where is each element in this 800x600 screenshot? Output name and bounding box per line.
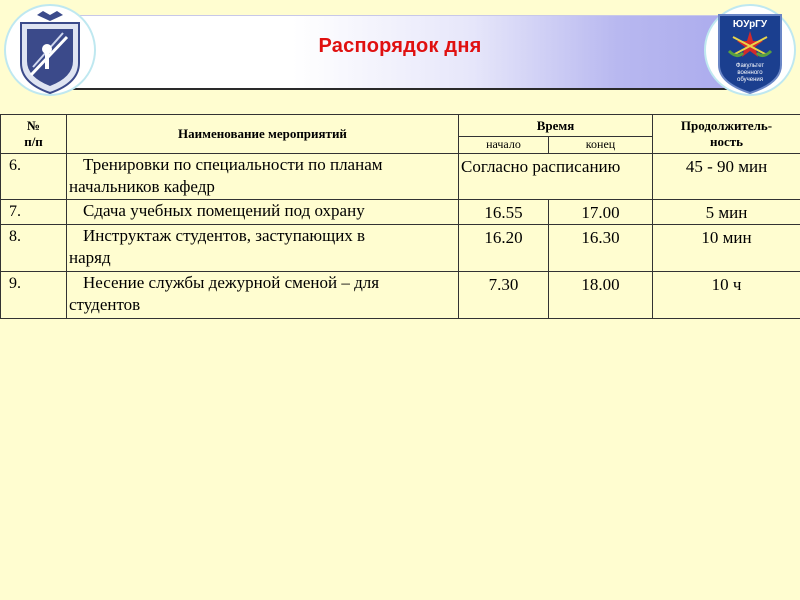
row-event-line1: Сдача учебных помещений под охрану — [83, 201, 365, 220]
header-duration-line1: Продолжитель- — [680, 118, 773, 133]
header-duration — [653, 115, 800, 154]
header-number-line1: № — [26, 118, 41, 133]
header-number-line2: п/п — [24, 134, 43, 149]
row-start: 16.55 — [459, 200, 549, 225]
row-end: 16.30 — [549, 225, 653, 272]
header-time: Время — [459, 115, 653, 137]
row-event-name — [67, 154, 459, 200]
row-number: 9. — [1, 272, 67, 319]
row-event-name — [67, 272, 459, 319]
row-event-line2: студентов — [69, 295, 141, 314]
header-event-name: Наименование мероприятий — [67, 115, 459, 154]
svg-text:обучения: обучения — [736, 77, 764, 83]
university-emblem-icon — [3, 3, 97, 97]
header-duration-line2: ность — [709, 134, 744, 149]
header-number — [1, 115, 67, 154]
slide-title: Распорядок дня — [318, 35, 482, 57]
row-end: 17.00 — [549, 200, 653, 225]
row-duration: 10 мин — [653, 225, 800, 272]
svg-text:Факультет: Факультет — [735, 63, 765, 69]
row-event-line1: Тренировки по специальности по планам — [83, 155, 383, 174]
row-event-line1: Несение службы дежурной сменой – для — [83, 273, 380, 292]
table-row — [1, 200, 800, 225]
schedule-table — [0, 114, 800, 319]
military-faculty-emblem-icon — [703, 3, 797, 97]
row-end: 18.00 — [549, 272, 653, 319]
row-event-name — [67, 225, 459, 272]
row-number: 7. — [1, 200, 67, 225]
row-start: 16.20 — [459, 225, 549, 272]
row-event-line1: Инструктаж студентов, заступающих в — [83, 226, 366, 245]
svg-text:военного: военного — [737, 70, 763, 76]
row-event-line2: начальников кафедр — [69, 177, 215, 196]
table-row — [1, 225, 800, 272]
row-start: 7.30 — [459, 272, 549, 319]
table-row — [1, 272, 800, 319]
row-number: 8. — [1, 225, 67, 272]
row-duration: 45 - 90 мин — [653, 154, 800, 200]
row-time-merged: Согласно расписанию — [459, 154, 653, 200]
header-start: начало — [459, 137, 549, 154]
row-event-line2: наряд — [69, 248, 111, 267]
row-duration: 5 мин — [653, 200, 800, 225]
svg-text:ЮУрГУ: ЮУрГУ — [732, 19, 768, 30]
row-number: 6. — [1, 154, 67, 200]
row-duration: 10 ч — [653, 272, 800, 319]
row-event-name — [67, 200, 459, 225]
header-end: конец — [549, 137, 653, 154]
table-row — [1, 154, 800, 200]
